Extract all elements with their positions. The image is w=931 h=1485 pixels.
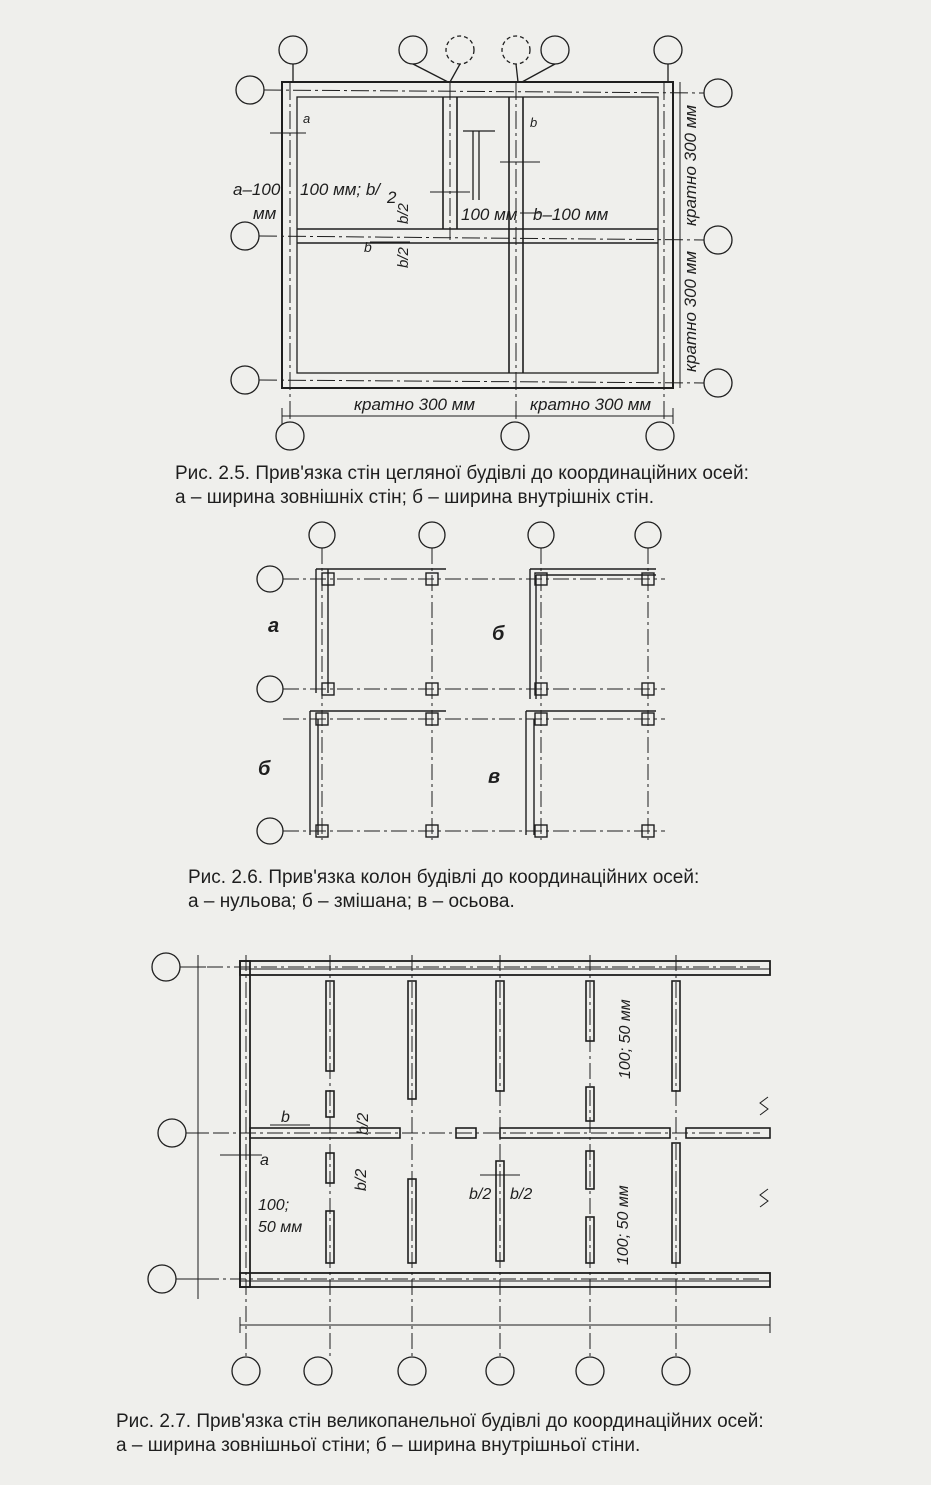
axis-marker (541, 36, 569, 64)
axis-marker (576, 1357, 604, 1385)
figure-2-7-caption (116, 1410, 764, 1458)
caption-line: Рис. 2.5. Прив'язка стін цегляної будівлі до координаційних осей: (175, 463, 749, 484)
label-b-mixed-right: б (492, 623, 505, 645)
label-100mm-b: 100 мм; b/ (300, 180, 381, 199)
axis-marker (486, 1357, 514, 1385)
figure-2-6-caption (188, 866, 699, 914)
axis-marker (152, 953, 180, 981)
axis-marker (257, 818, 283, 844)
axis-marker (635, 522, 661, 548)
label-kratno-bottom-left: кратно 300 мм (354, 395, 476, 414)
axis-marker (232, 1357, 260, 1385)
axis-marker (704, 226, 732, 254)
label-b2-lower: b/2 (353, 1168, 370, 1191)
label-b-minus-100: b–100 мм (533, 205, 609, 224)
label-b-top: b (530, 115, 538, 130)
axis-marker (398, 1357, 426, 1385)
label-a-minus-100: а–100 (233, 180, 281, 199)
axis-marker (158, 1119, 186, 1147)
label-100-50-bottom: 100; 50 мм (615, 1185, 632, 1265)
axis-marker (646, 422, 674, 450)
label-b-small: b (364, 239, 372, 255)
axis-marker (502, 36, 530, 64)
label-b2-vertical-lower: b/2 (395, 247, 412, 268)
label-v-axial: в (488, 766, 501, 788)
axis-marker (257, 676, 283, 702)
axis-marker (231, 366, 259, 394)
label-kratno-right-upper: кратно 300 мм (681, 104, 700, 226)
caption-line: Рис. 2.6. Прив'язка колон будівлі до координаційних осей: (188, 867, 700, 888)
label-b-internal: b (281, 1109, 290, 1126)
figure-2-7-panel-building-diagram (0, 925, 931, 1400)
axis-marker (501, 422, 529, 450)
label-a-top: а (303, 111, 311, 126)
figure-2-5-brick-walls-diagram (0, 0, 931, 460)
axis-marker (304, 1357, 332, 1385)
label-kratno-bottom-right: кратно 300 мм (530, 395, 652, 414)
label-100: 100; (258, 1197, 290, 1214)
axis-marker (528, 522, 554, 548)
label-b-mixed-left: б (258, 758, 271, 780)
axis-marker (399, 36, 427, 64)
axis-marker (419, 522, 445, 548)
label-100-50-top: 100; 50 мм (617, 999, 634, 1079)
label-b2-right: b/2 (510, 1186, 533, 1203)
axis-marker (276, 422, 304, 450)
axis-marker (446, 36, 474, 64)
axis-marker (257, 566, 283, 592)
label-b2-vertical: b/2 (395, 203, 412, 224)
label-2-sub: 2 (387, 188, 397, 207)
axis-marker (704, 369, 732, 397)
figure-2-5-caption (175, 462, 749, 510)
axis-marker (662, 1357, 690, 1385)
axis-marker (231, 222, 259, 250)
label-100mm: 100 мм (461, 205, 518, 224)
axis-marker (279, 36, 307, 64)
axis-marker (704, 79, 732, 107)
label-mm: мм (253, 204, 277, 223)
label-50mm: 50 мм (258, 1219, 303, 1236)
label-b2-upper: b/2 (355, 1112, 372, 1135)
axis-marker (236, 76, 264, 104)
axis-marker (654, 36, 682, 64)
axis-marker (148, 1265, 176, 1293)
caption-line: а – нульова; б – змішана; в – осьова. (188, 891, 515, 912)
caption-line: а – ширина зовнішньої стіни; б – ширина внутрішньої стіни. (116, 1435, 641, 1456)
figure-2-6-columns-diagram (0, 515, 931, 855)
axis-marker (309, 522, 335, 548)
label-b2-left: b/2 (469, 1186, 492, 1203)
label-a-external: a (260, 1152, 269, 1169)
label-a-zero: а (268, 615, 280, 637)
label-kratno-right-lower: кратно 300 мм (681, 250, 700, 372)
caption-line: Рис. 2.7. Прив'язка стін великопанельної будівлі до координаційних осей: (116, 1411, 764, 1432)
caption-line: а – ширина зовнішніх стін; б – ширина внутрішніх стін. (175, 487, 655, 508)
